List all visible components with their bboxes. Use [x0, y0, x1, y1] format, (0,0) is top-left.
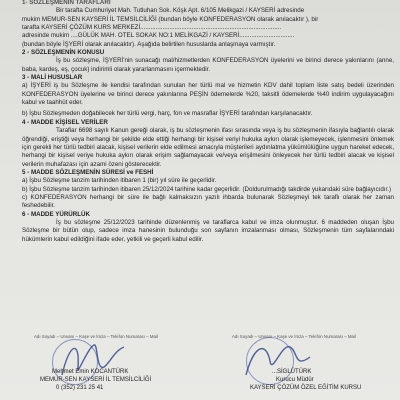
parties-line-5: (bundan böyle İŞYERİ olarak anılacaktır). Aşağıda belirtilen hususlarda anlaşmaya varmıştır. [22, 40, 276, 48]
left-signatory-org: MEMUR-SEN KAYSERİ İL TEMSİLCİLİĞİ [40, 377, 152, 383]
right-sign-label: Adı Soyadı – Unvanı – Kaşe ve İmza – Telefon Numarası – Mail [232, 334, 356, 339]
section-5-item-b: b) İşbu Sözleşme tanzim tarihinden itibaren 25/12/2024 tarihine kadar geçerlidir. (Doldurulmadığı takdirde yukarıdaki süre bağlayıcıdır.) [22, 185, 392, 193]
section-2-body: İş bu sözleşme, İŞYERİ'nin sunacağı mal/hizmetlerden KONFEDERASYON üyelerini ve birinci derece yakınlarını (anne, baba, kardeş, eş, çocuk) indirimli olarak yararlanmasını içermektedir. [22, 57, 394, 73]
section-2-heading: 2 - SÖZLEŞMENİN KONUSU [22, 49, 105, 57]
section-5-heading: 5 - MADDE SÖZLEŞMENİN SÜRESİ ve FESHİ [22, 168, 154, 176]
parties-line-4: adresinde mukim ....GÜLÜK MAH. OTEL SOKAK NO:1 MELİKGAZİ / KAYSERİ................................ [22, 32, 295, 40]
section-4-body: Taraflar 6698 sayılı Kanun gereği olarak, iş bu sözleşmenin ifası sırasında veya iş bu sözleşmenin ifasıyla bağlantılı olarak öğrendiği, eriştiği veya herhangi bir şekilde elde ettiği herhangi bir kişisel veriyi hukuka aykırı olarak işlemeyecek, işlenmesini önlemek için gerekli her türlü tedbiri alacak, kişisel verilerin elde edilmesi amacıyla müşterileri aydınlatma yükümlülüğüne uygun hareket edecek, herhangi bir kişisel veriye hukuka aykırı olarak erişim sağlamayacak ve/veya erişilmesini önleyecek her türlü tedbiri alacak ve kişisel verilerin muhafazası için azami özeni gösterecektir. [22, 127, 394, 168]
section-6-body: İş bu sözleşme 25/12/2023 tarihinde düzenlenmiş ve taraflarca kabul ve imza olunmuştur. 6 maddeden oluşan İşbu Sözleşme bir bütün olup, sadece imza hanesinin bulunduğu son sayfanın imzalanması olması, Sözleşmenin tüm sayfalarındaki hükümlerin kabul edildiğini ifade eder, yetkili ve geçerli kabul edilir. [22, 218, 394, 243]
left-sign-label: Adı Soyadı – Unvanı – Kaşe ve İmza – Telefon Numarası – Mail [34, 334, 158, 339]
section-3-item-b: b) İşbu Sözleşmeden doğabilecek her türlü vergi, harç, fon ve masraflar İŞYERİ tarafından karşılanacaktır. [22, 110, 313, 118]
section-3-item-a: a) İŞYERİ iş bu Sözleşme ile kendisi tarafından sunulan her türlü mal ve hizmetin KDV dahil toplam liste satış bedeli üzerinden KONFEDERASYON üyelerine ve birinci derece yakınlarına PEŞİN ödemelerde %20, taksitli ödemelerde %40 indirim uygulayacağını kabul ve taahhüt eder. [22, 82, 394, 107]
section-3-heading: 3 - MALİ HUSUSLAR [22, 74, 83, 82]
contract-body [22, 0, 394, 244]
right-signatory-org: KAYSERİ ÇÖZÜM ÖZEL EĞİTİM KURSU [250, 385, 362, 391]
parties-line-1: Bir tarafta Cumhuriyet Mah. Tutluhan Sok. Köşk Apt. 6/105 Melikgazi / KAYSERİ adresinde [56, 7, 305, 15]
parties-line-2: mukim MEMUR-SEN KAYSERİ İL TEMSİLCİLİĞİ (bundan böyle KONFEDERASYON olarak anılacaktır ), bir [22, 15, 319, 23]
section-5-item-a: a) İşbu Sözleşme tanzim tarihinden itibaren 1 (bir) yıl süre ile geçerlidir. [22, 177, 217, 185]
section-1-heading: 1- SÖZLEŞMENİN TARAFLARI [22, 0, 111, 6]
section-4-heading: 4 - MADDE KİŞİSEL VERİLER [22, 118, 108, 126]
right-signatory-name: ...SİGLÜTÜRK [272, 369, 312, 375]
left-signatory-phone: 0 (352) 231 25 41 [56, 385, 104, 391]
section-6-heading: 6 - MADDE YÜRÜRLÜK [22, 210, 90, 218]
right-signatory-title: Kurucu Müdür [276, 377, 314, 383]
signature-area [0, 333, 400, 400]
left-signatory-name: Mehmet Emin KOCANTÜRK [52, 369, 129, 375]
parties-line-3: tarafta KAYSERİ ÇÖZÜM KURS MERKEZİ.................................................................................. [22, 24, 282, 32]
section-5-item-c: c) KONFEDERASYON herhangi bir süre ile bağlı kalmaksızın yazılı ihbarda bulunarak Sözleşmeyi tek taraflı olarak her zaman feshedebilir. [22, 193, 394, 210]
